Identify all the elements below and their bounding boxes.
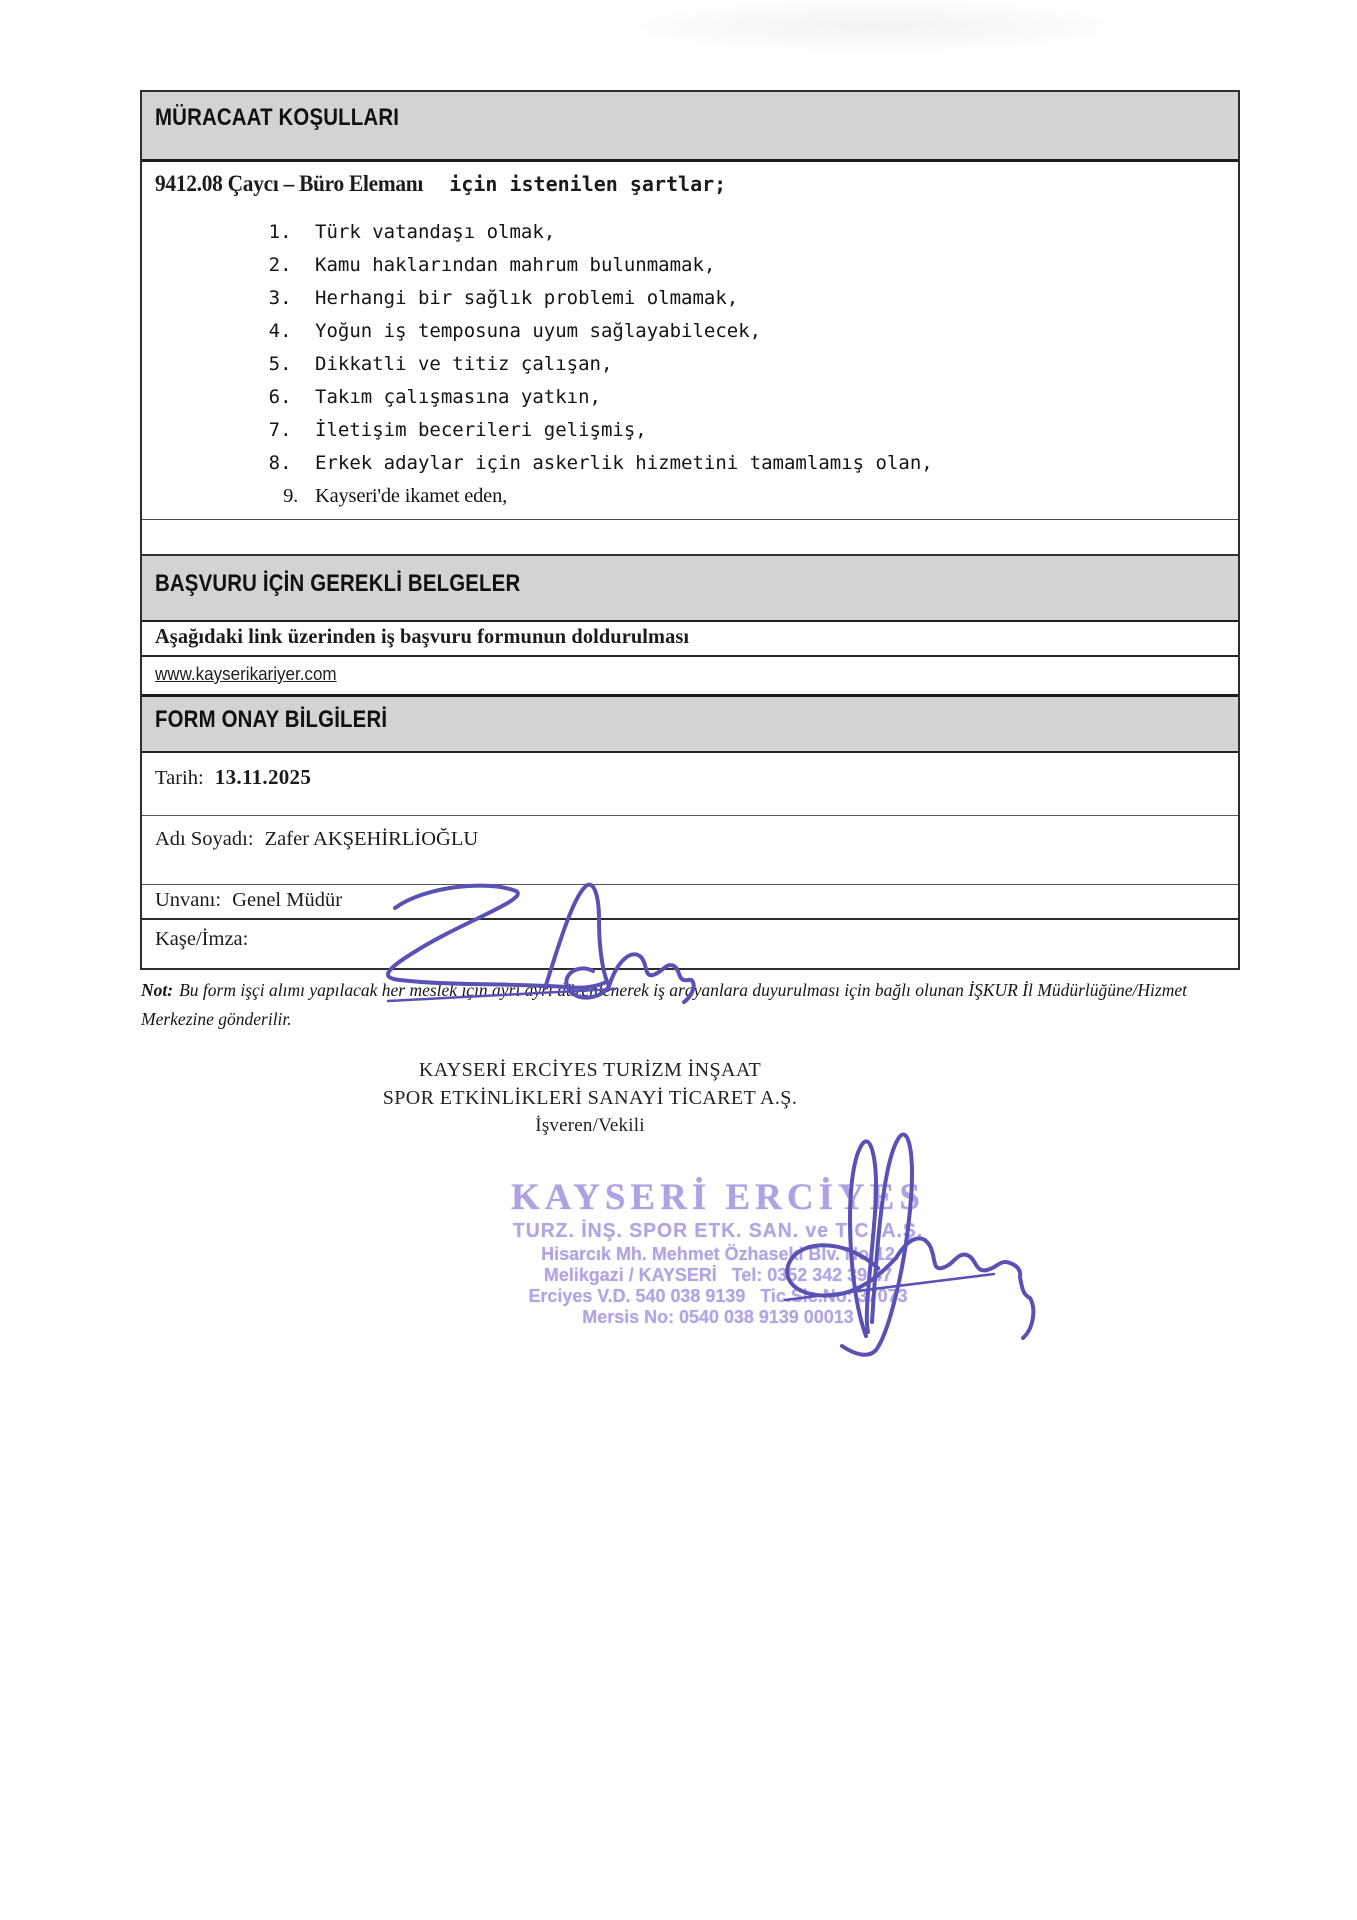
instruction-row (142, 622, 1238, 657)
muracaat-title: MÜRACAAT KOŞULLARI (155, 104, 400, 131)
requirement-item: 8. Erkek adaylar için askerlik hizmetini tamamlamış olan, (303, 447, 1238, 480)
form-onay-title: FORM ONAY BİLGİLERİ (155, 706, 388, 733)
requirement-item: 5. Dikkatli ve titiz çalışan, (303, 348, 1238, 381)
basvuru-title: BAŞVURU İÇİN GEREKLİ BELGELER (155, 570, 521, 597)
kase-imza-signature (370, 858, 720, 1018)
tarih-label: Tarih: (155, 767, 204, 789)
requirements-heading-suffix: için istenilen şartlar; (449, 172, 727, 196)
basvuru-header-row (142, 556, 1238, 622)
occupation-code-title: 9412.08 Çaycı – Büro Elemanı (155, 171, 424, 196)
requirement-item: 7. İletişim becerileri gelişmiş, (303, 414, 1238, 447)
employer-role: İşveren/Vekili (535, 1115, 645, 1136)
stamp-line: Melikgazi / KAYSERİ Tel: 0352 342 39 47 (543, 1264, 893, 1285)
company-name-line1: KAYSERİ ERCİYES TURİZM İNŞAAT (418, 1059, 762, 1081)
requirement-item: 3. Herhangi bir sağlık problemi olmamak, (303, 282, 1238, 315)
muracaat-header-row (142, 92, 1238, 162)
stamp-line: Mersis No: 0540 038 9139 00013 (582, 1306, 854, 1327)
company-name-line2: SPOR ETKİNLİKLERİ SANAYİ TİCARET A.Ş. (382, 1087, 798, 1109)
requirement-item: 4. Yoğun iş temposuna uyum sağlayabilecek, (303, 315, 1238, 348)
tarih-row (142, 753, 1238, 816)
stamp-line: TURZ. İNŞ. SPOR ETK. SAN. ve TİC. A.Ş. (512, 1220, 924, 1242)
application-form-table (140, 90, 1240, 970)
requirement-item: 1. Türk vatandaşı olmak, (303, 216, 1238, 249)
form-onay-header-row (142, 697, 1238, 753)
adi-soyadi-label: Adı Soyadı: (155, 828, 254, 850)
requirements-heading (155, 171, 1238, 197)
requirement-item: 6. Takım çalışmasına yatkın, (303, 381, 1238, 414)
adi-soyadi-value: Zafer AKŞEHİRLİOĞLU (264, 828, 479, 850)
requirement-item: 2. Kamu haklarından mahrum bulunmamak, (303, 249, 1238, 282)
unvani-value: Genel Müdür (232, 889, 343, 911)
kase-imza-label: Kaşe/İmza: (155, 928, 249, 950)
stamp-signature (780, 1118, 1110, 1358)
stamp-line: Erciyes V.D. 540 038 9139 Tic.Sic.No: 37073 (528, 1285, 908, 1306)
stamp-title: KAYSERİ ERCİYES (511, 1177, 925, 1218)
footnote-text: Bu form işçi alımı yapılacak her meslek için ayrı ayrı düzenlenerek iş arayanlara duyurulması için bağlı olunan İŞKUR İl Müdürlüğüne/Hizmet Merkezine gönderilir. (141, 980, 1187, 1029)
tarih-value: 13.11.2025 (214, 765, 312, 789)
empty-spacer-row (142, 520, 1238, 556)
requirements-row (142, 162, 1238, 520)
link-row (142, 657, 1238, 697)
application-instruction: Aşağıdaki link üzerinden iş başvuru formunun doldurulması (155, 624, 690, 648)
scan-smudge-artifact (640, 0, 1110, 52)
requirements-list (155, 216, 1238, 513)
requirement-item: 9. Kayseri'de ikamet eden, (303, 480, 1238, 513)
unvani-label: Unvanı: (155, 889, 222, 911)
stamp-line: Hisarcık Mh. Mehmet Özhaseki Blv. No:12 (541, 1243, 895, 1264)
application-link[interactable]: www.kayserikariyer.com (155, 663, 337, 684)
footnote-label: Not: (141, 980, 174, 1000)
